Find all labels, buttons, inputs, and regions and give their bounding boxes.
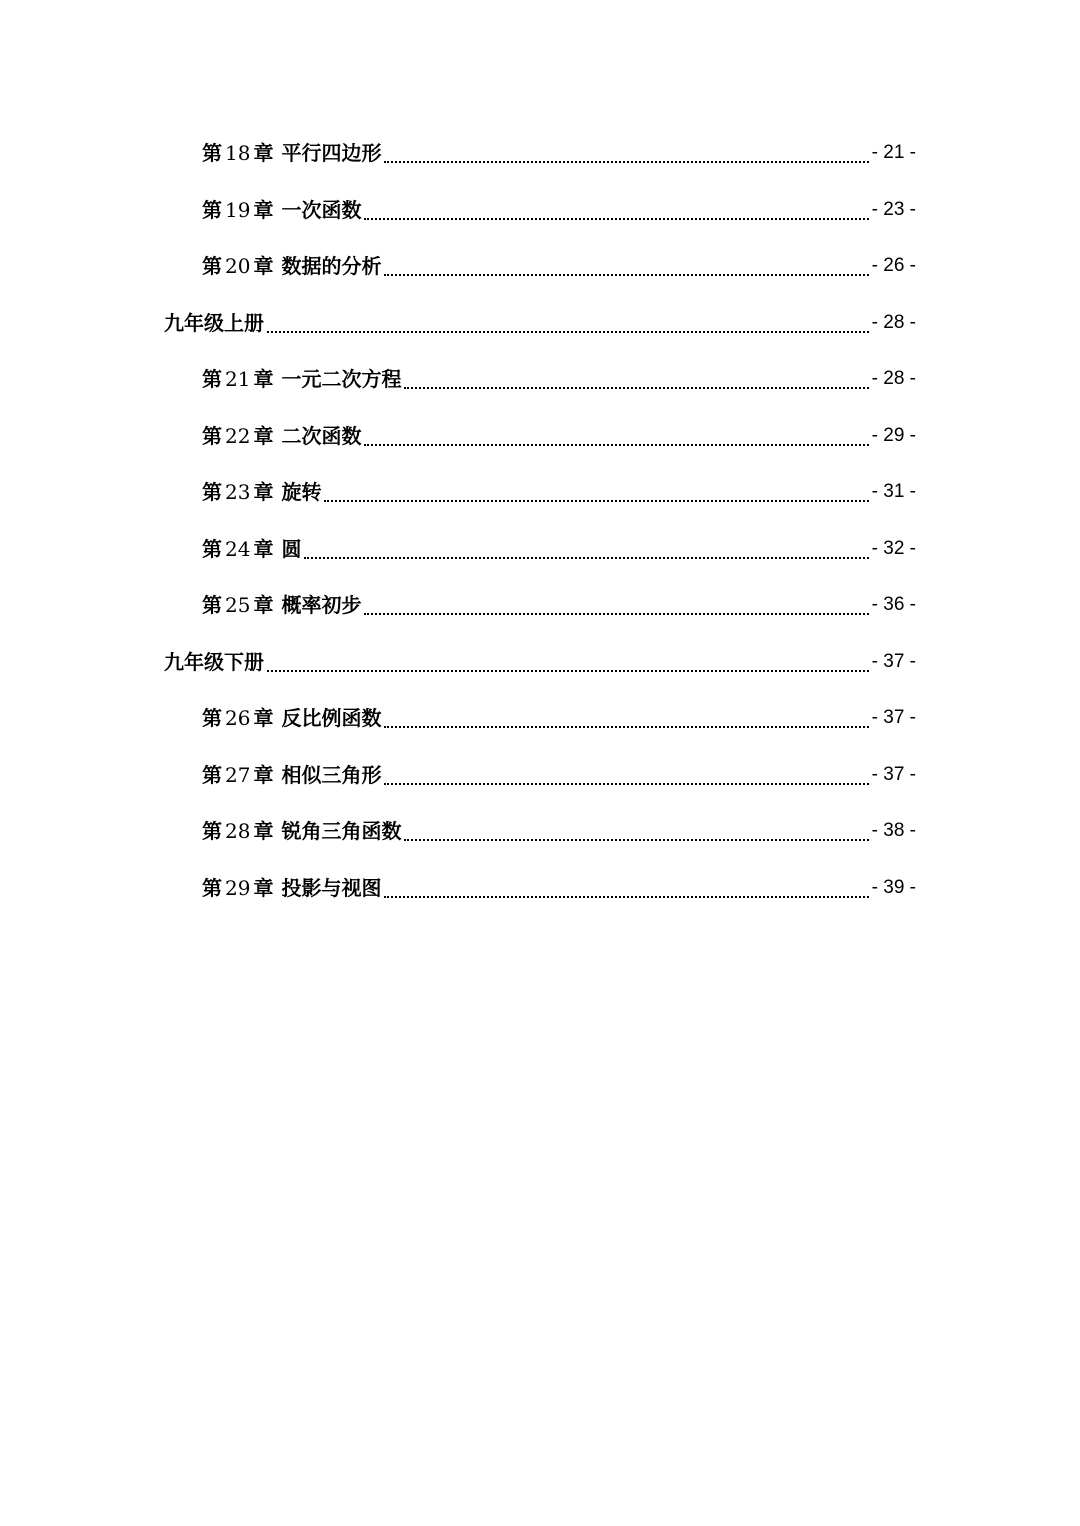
dot-leader — [384, 782, 868, 785]
toc-entry-title — [202, 246, 381, 286]
page-number: - 28 - — [871, 311, 916, 333]
toc-entry-title — [202, 133, 381, 173]
chapter-name: 反比例函数 — [281, 706, 382, 730]
chapter-suffix: 章 — [253, 141, 274, 165]
chapter-name: 相似三角形 — [281, 762, 382, 787]
dot-leader — [384, 160, 868, 163]
toc-entry-title — [202, 416, 361, 456]
toc-entry[interactable] — [202, 246, 916, 286]
chapter-number: 20 — [225, 254, 251, 278]
page-number: - 26 - — [871, 255, 916, 276]
page-number: - 21 - — [871, 142, 916, 163]
volume-title: 九年级下册 — [164, 649, 264, 674]
dot-leader — [384, 725, 868, 728]
chapter-name: 平行四边形 — [281, 141, 382, 165]
dot-leader — [324, 499, 868, 502]
toc-entry[interactable] — [202, 585, 916, 625]
toc-entry-title — [202, 472, 321, 512]
chapter-suffix: 章 — [253, 480, 274, 504]
toc-entry[interactable] — [202, 190, 916, 230]
page-number: - 36 - — [871, 594, 916, 615]
chapter-name: 数据的分析 — [281, 254, 382, 278]
chapter-number: 26 — [225, 706, 251, 730]
chapter-suffix: 章 — [253, 762, 274, 787]
chapter-number: 24 — [225, 536, 251, 561]
page-number: - 37 - — [871, 650, 916, 672]
toc-entry[interactable] — [202, 133, 916, 173]
chapter-number: 22 — [225, 423, 251, 448]
chapter-name: 一元二次方程 — [281, 367, 402, 391]
toc-entry-title — [202, 359, 401, 399]
toc-entry[interactable] — [202, 811, 916, 851]
toc-entry[interactable] — [202, 868, 916, 908]
toc-entry-title — [202, 698, 381, 738]
toc-entry-title — [202, 868, 381, 908]
chapter-prefix: 第 — [202, 141, 222, 165]
dot-leader — [304, 556, 868, 559]
dot-leader — [404, 386, 868, 389]
chapter-prefix: 第 — [202, 480, 222, 504]
chapter-number: 19 — [225, 197, 251, 222]
volume-title: 九年级上册 — [164, 310, 264, 335]
dot-leader — [267, 330, 869, 333]
dot-leader — [364, 217, 868, 220]
chapter-number: 18 — [225, 141, 251, 165]
page-number: - 37 - — [871, 707, 916, 728]
toc-entry[interactable] — [202, 472, 916, 512]
page-number: - 37 - — [871, 763, 916, 785]
dot-leader — [267, 669, 869, 672]
chapter-name: 投影与视图 — [281, 875, 382, 900]
page-number: - 23 - — [871, 198, 916, 220]
toc-entry[interactable] — [202, 529, 916, 569]
chapter-name: 二次函数 — [281, 423, 362, 448]
toc-entry[interactable] — [202, 755, 916, 795]
dot-leader — [364, 612, 868, 615]
chapter-name: 圆 — [281, 536, 302, 561]
chapter-suffix: 章 — [253, 197, 274, 222]
toc-volume-entry[interactable] — [164, 303, 916, 343]
dot-leader — [384, 895, 868, 898]
dot-leader — [404, 838, 868, 841]
toc-entry[interactable] — [202, 416, 916, 456]
chapter-number: 21 — [225, 367, 251, 391]
chapter-suffix: 章 — [253, 593, 274, 617]
dot-leader — [364, 443, 868, 446]
chapter-prefix: 第 — [202, 762, 222, 787]
chapter-number: 27 — [225, 762, 251, 787]
page-number: - 39 - — [871, 876, 916, 898]
chapter-suffix: 章 — [253, 819, 274, 843]
chapter-number: 28 — [225, 819, 251, 843]
dot-leader — [384, 273, 868, 276]
chapter-prefix: 第 — [202, 593, 222, 617]
chapter-suffix: 章 — [253, 254, 274, 278]
toc-entry[interactable] — [202, 359, 916, 399]
chapter-name: 锐角三角函数 — [281, 819, 402, 843]
page-number: - 28 - — [871, 368, 916, 389]
toc-entry-title — [202, 585, 361, 625]
chapter-name: 旋转 — [281, 480, 322, 504]
chapter-suffix: 章 — [253, 536, 274, 561]
toc-entry-title — [202, 811, 401, 851]
toc-entry-title — [202, 755, 381, 795]
chapter-number: 23 — [225, 480, 251, 504]
chapter-prefix: 第 — [202, 819, 222, 843]
chapter-prefix: 第 — [202, 254, 222, 278]
chapter-suffix: 章 — [253, 367, 274, 391]
chapter-name: 概率初步 — [281, 593, 362, 617]
chapter-suffix: 章 — [253, 706, 274, 730]
toc-entry[interactable] — [202, 698, 916, 738]
chapter-prefix: 第 — [202, 367, 222, 391]
chapter-number: 25 — [225, 593, 251, 617]
chapter-prefix: 第 — [202, 536, 222, 561]
page-number: - 32 - — [871, 537, 916, 559]
chapter-suffix: 章 — [253, 423, 274, 448]
page-number: - 31 - — [871, 481, 916, 502]
toc-entry-title — [202, 190, 361, 230]
chapter-name: 一次函数 — [281, 197, 362, 222]
toc-entry-title — [202, 529, 301, 569]
chapter-prefix: 第 — [202, 423, 222, 448]
toc-volume-entry[interactable] — [164, 642, 916, 682]
chapter-prefix: 第 — [202, 706, 222, 730]
chapter-prefix: 第 — [202, 875, 222, 900]
chapter-number: 29 — [225, 875, 251, 900]
page-number: - 29 - — [871, 424, 916, 446]
chapter-prefix: 第 — [202, 197, 222, 222]
chapter-suffix: 章 — [253, 875, 274, 900]
page-number: - 38 - — [871, 820, 916, 841]
